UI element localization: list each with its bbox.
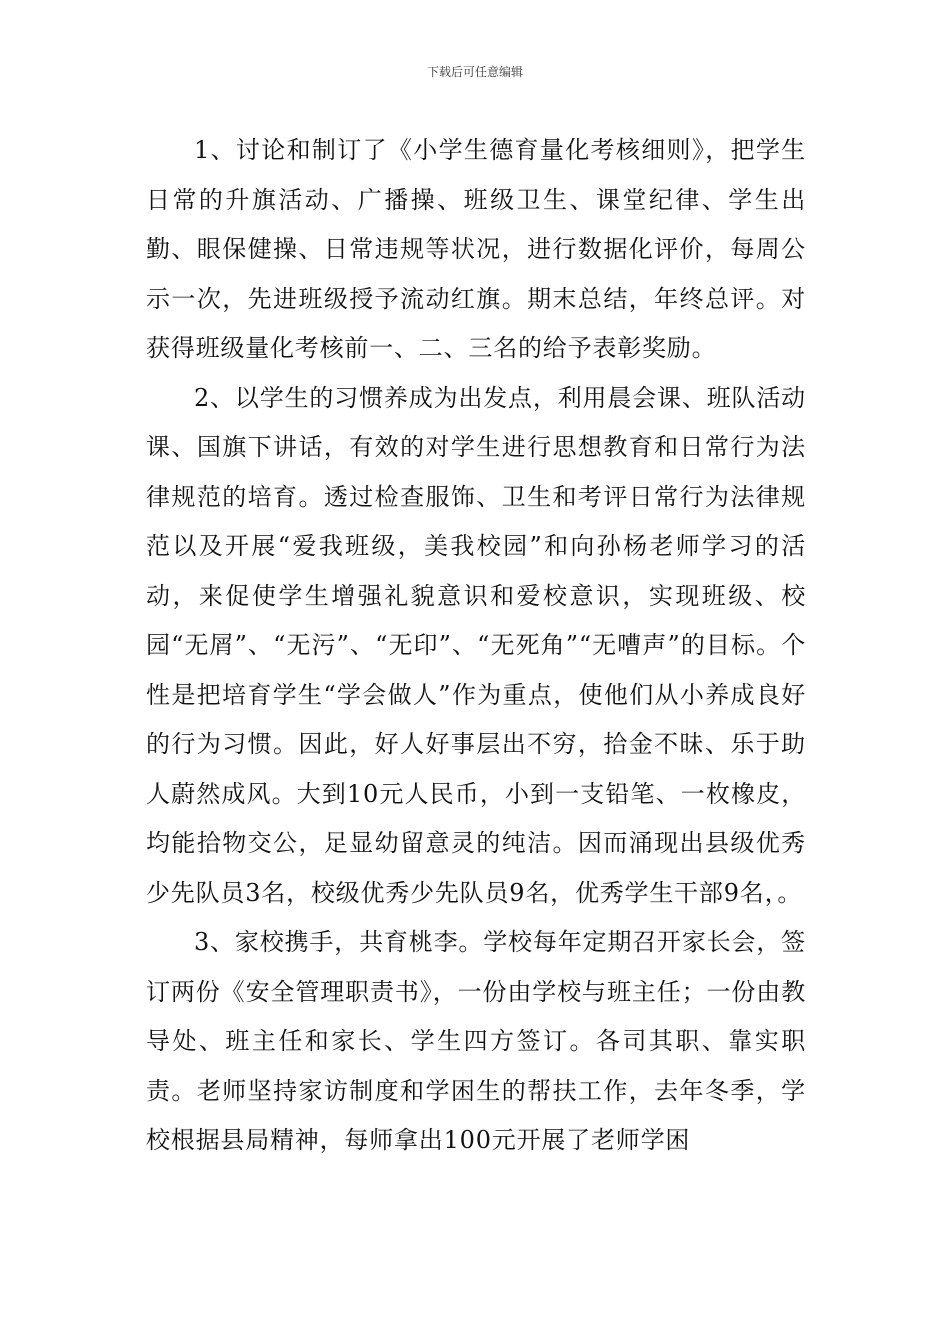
paragraph-1: 1、讨论和制订了《小学生德育量化考核细则》，把学生日常的升旗活动、广播操、班级卫生、课堂纪律、学生出勤、眼保健操、日常违规等状况，进行数据化评价，每周公示一次，先进班级授予流动红旗。期末总结，年终总评。对获得班级量化考核前一、二、三名的给予表彰奖励。: [146, 136, 806, 362]
document-body: [146, 126, 806, 1166]
paragraph-3: 3、家校携手，共育桃李。学校每年定期召开家长会，签订两份《安全管理职责书》，一份由学校与班主任；一份由教导处、班主任和家长、学生四方签订。各司其职、靠实职责。老师坚持家访制度和学困生的帮扶工作，去年冬季，学校根据县局精神，每师拿出100元开展了老师学困: [146, 928, 806, 1154]
page-header: 下载后可任意编辑: [426, 65, 523, 79]
paragraph-2: 2、以学生的习惯养成为出发点，利用晨会课、班队活动课、国旗下讲话，有效的对学生进行思想教育和日常行为法律规范的培育。透过检查服饰、卫生和考评日常行为法律规范以及开展“爱我班级，美我校园”和向孙杨老师学习的活动，来促使学生增强礼貌意识和爱校意识，实现班级、校园“无屑”、“无污”、“无印”、“无死角”“无嘈声”的目标。个性是把培育学生“学会做人”作为重点，使他们从小养成良好的行为习惯。因此，好人好事层出不穷，拾金不昧、乐于助人蔚然成风。大到10元人民币，小到一支铅笔、一枚橡皮，均能拾物交公，足显幼留意灵的纯洁。因而涌现出县级优秀少先队员3名，校级优秀少先队员9名，优秀学生干部9名，。: [146, 383, 806, 907]
